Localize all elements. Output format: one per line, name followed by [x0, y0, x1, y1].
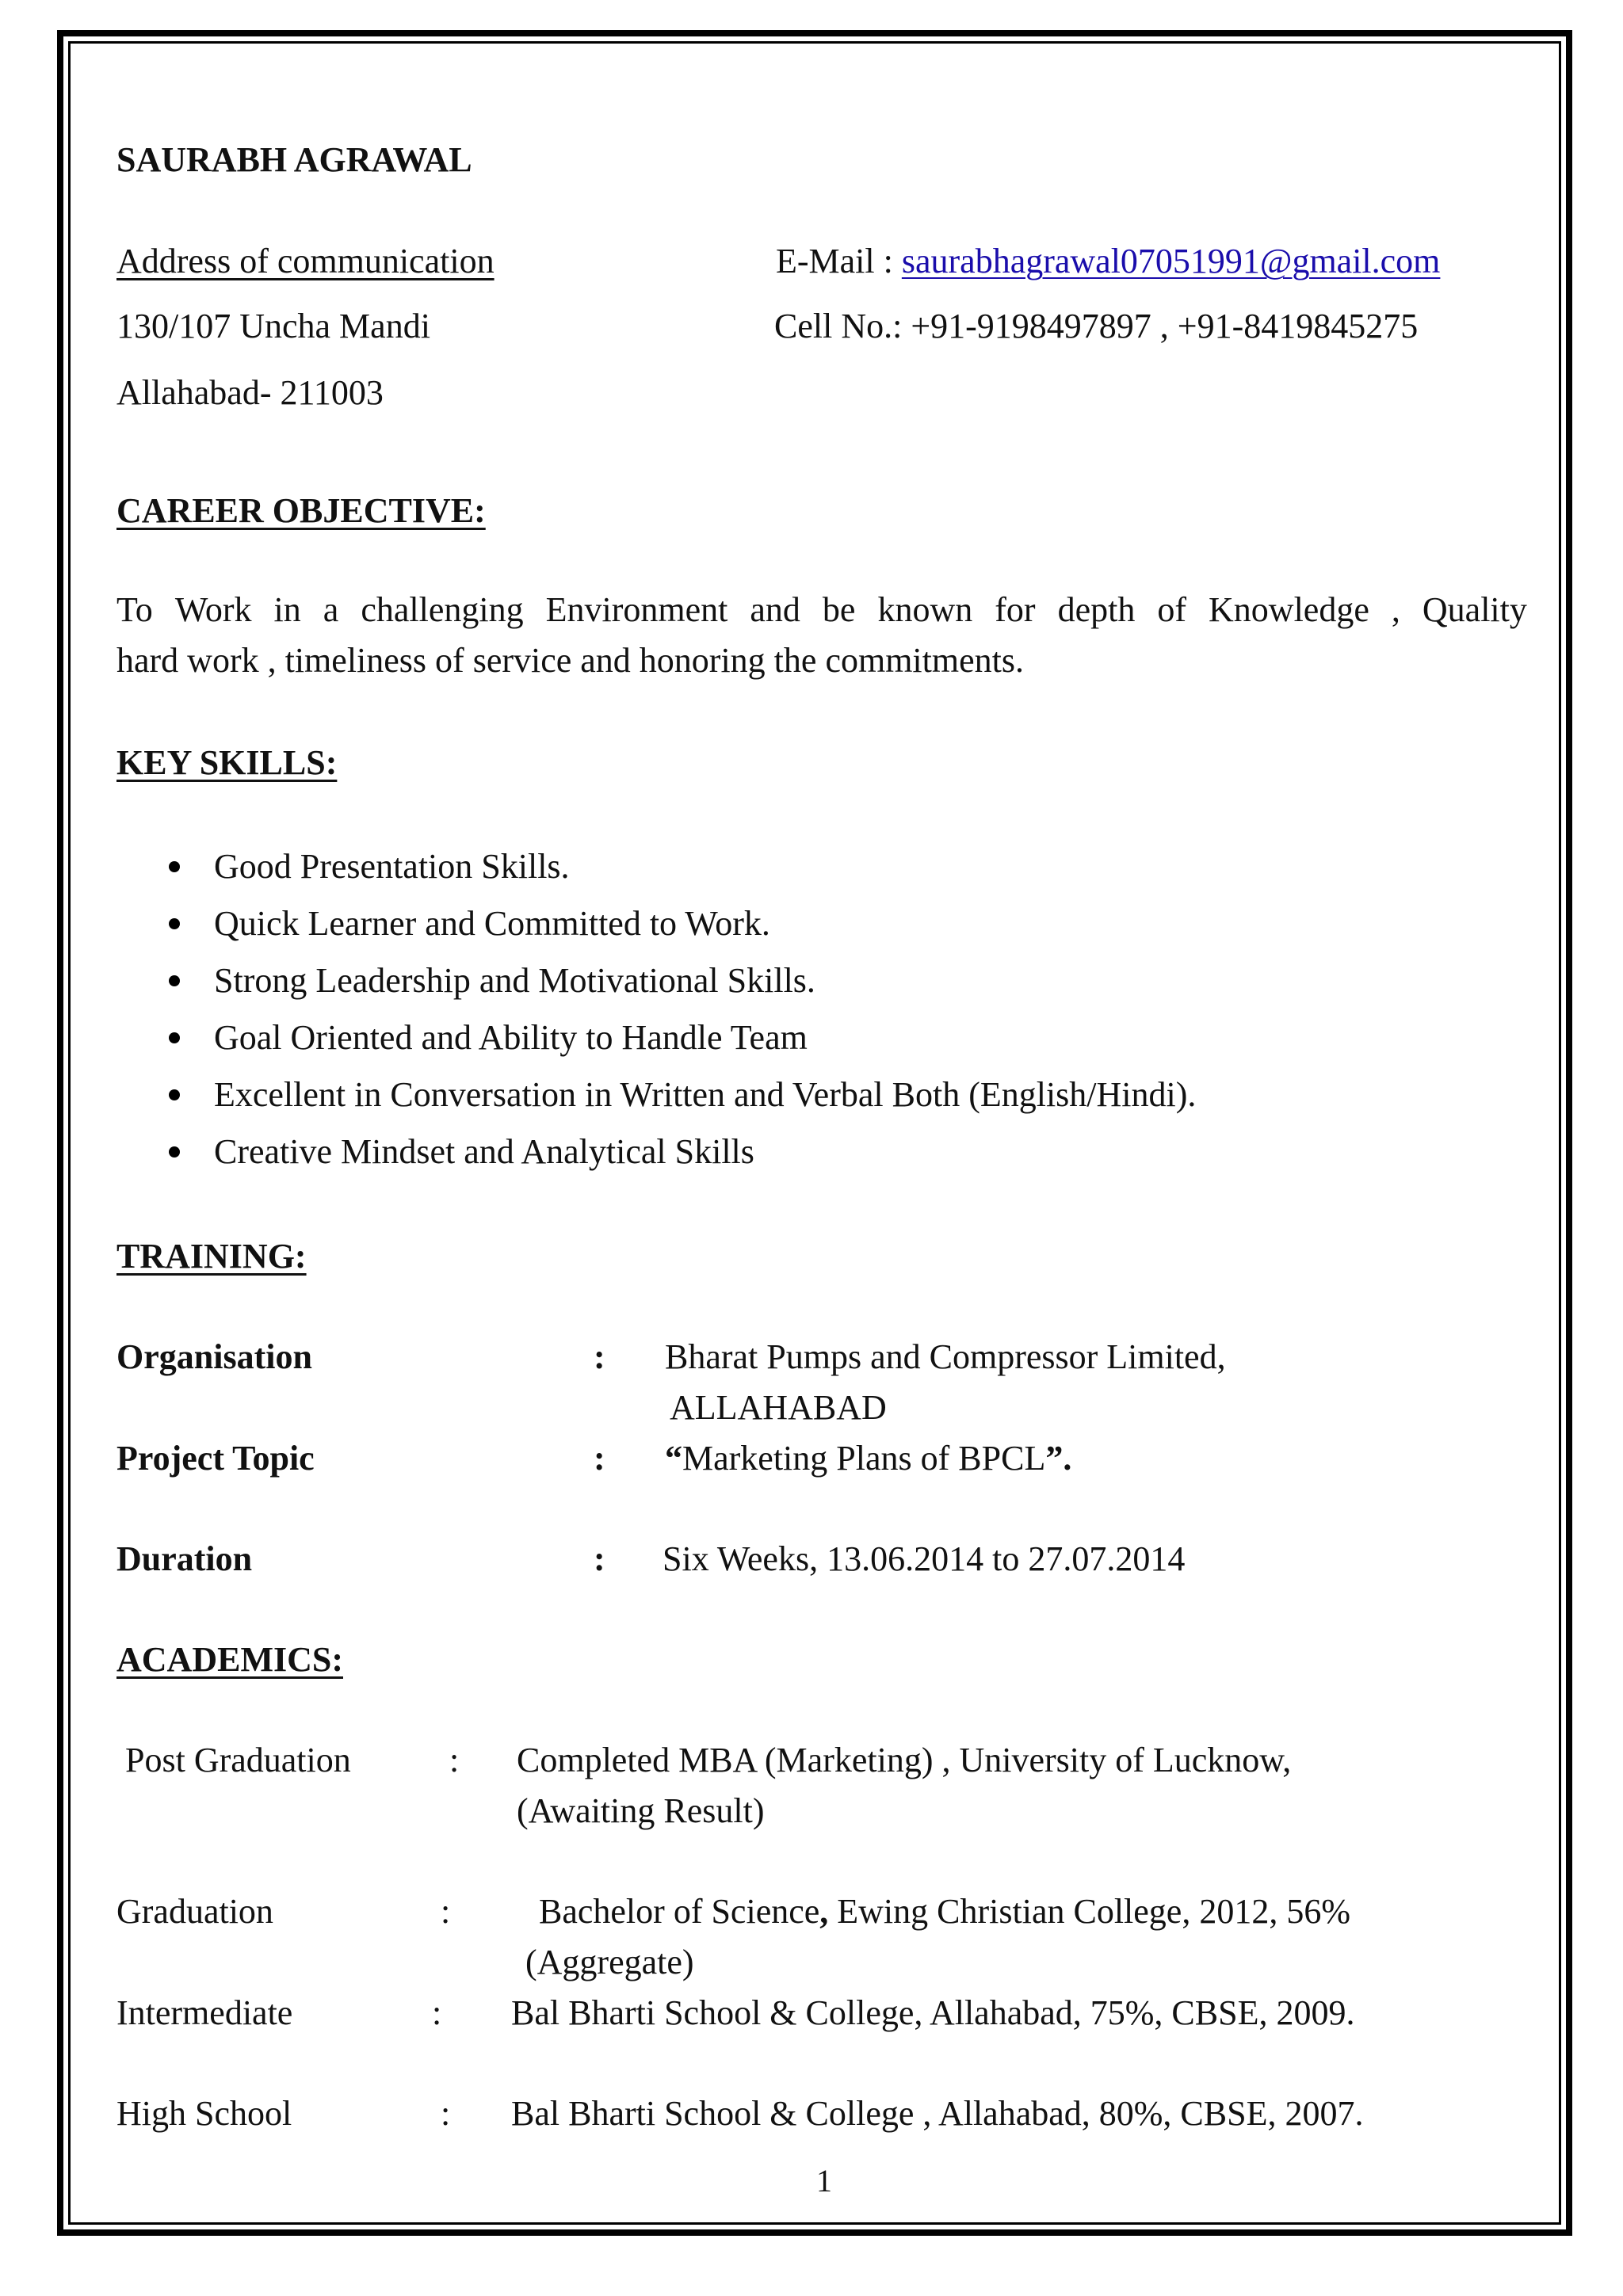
organisation-value: Bharat Pumps and Compressor Limited,	[665, 1337, 1226, 1376]
bullet-icon	[169, 1032, 180, 1043]
open-quote: “	[665, 1439, 682, 1478]
colon-separator: :	[441, 2094, 451, 2133]
graduation-comma: ,	[819, 1892, 829, 1931]
bullet-icon	[169, 918, 180, 929]
graduation-college: Ewing Christian College, 2012, 56%	[828, 1892, 1350, 1931]
duration-value: Six Weeks, 13.06.2014 to 27.07.2014	[663, 1539, 1186, 1578]
objective-word: a	[323, 590, 339, 629]
colon-separator: :	[594, 1337, 605, 1376]
graduation-aggregate: (Aggregate)	[525, 1943, 694, 1981]
page-number: 1	[816, 2163, 832, 2199]
high-school-label: High School	[116, 2094, 292, 2133]
skill-item: Good Presentation Skills.	[214, 847, 570, 886]
colon-separator: :	[594, 1539, 605, 1578]
objective-word: in	[273, 590, 301, 629]
email-label: E-Mail :	[776, 242, 902, 280]
project-topic-value	[665, 1441, 1071, 1476]
address-label: Address of communication	[116, 242, 495, 280]
objective-word: ,	[1391, 590, 1400, 629]
training-heading: TRAINING:	[116, 1237, 307, 1276]
organisation-city: ALLAHABAD	[670, 1388, 887, 1427]
objective-word: To	[116, 590, 153, 629]
colon-separator: :	[449, 1741, 460, 1779]
objective-word: of	[1157, 590, 1186, 629]
project-topic-text: Marketing Plans of BPCL	[682, 1439, 1046, 1478]
skill-item: Quick Learner and Committed to Work.	[214, 904, 770, 943]
bullet-icon	[169, 861, 180, 872]
objective-word: and	[750, 590, 800, 629]
close-quote: ”.	[1045, 1439, 1072, 1478]
cell-numbers: Cell No.: +91-9198497897 , +91-8419845275	[774, 307, 1419, 345]
post-graduation-status: (Awaiting Result)	[517, 1791, 765, 1830]
organisation-label: Organisation	[116, 1337, 312, 1376]
objective-word: Environment	[545, 590, 728, 629]
post-graduation-value: Completed MBA (Marketing) , University of Lucknow,	[517, 1741, 1292, 1779]
email-line	[776, 244, 1440, 279]
colon-separator: :	[441, 1892, 451, 1931]
graduation-degree: Bachelor of Science	[539, 1892, 820, 1931]
intermediate-value: Bal Bharti School & College, Allahabad, 75%, CBSE, 2009.	[511, 1993, 1355, 2032]
objective-word: Quality	[1422, 590, 1527, 629]
objective-word: known	[877, 590, 973, 629]
bullet-icon	[169, 1089, 180, 1100]
objective-word: be	[822, 590, 856, 629]
career-objective-line-1	[116, 590, 1527, 629]
graduation-value	[539, 1894, 1350, 1929]
objective-word: Work	[174, 590, 252, 629]
bullet-icon	[169, 975, 180, 986]
bullet-icon	[169, 1146, 180, 1158]
candidate-name: SAURABH AGRAWAL	[116, 140, 472, 179]
colon-separator: :	[594, 1439, 605, 1478]
project-topic-label: Project Topic	[116, 1439, 315, 1478]
email-link[interactable]: saurabhagrawal07051991@gmail.com	[901, 242, 1441, 280]
skill-item: Creative Mindset and Analytical Skills	[214, 1132, 754, 1171]
objective-word: Knowledge	[1209, 590, 1369, 629]
objective-word: for	[995, 590, 1036, 629]
colon-separator: :	[432, 1993, 442, 2032]
graduation-label: Graduation	[116, 1892, 273, 1931]
academics-heading: ACADEMICS:	[116, 1640, 343, 1679]
career-objective-line-2: hard work , timeliness of service and honoring the commitments.	[116, 641, 1024, 680]
intermediate-label: Intermediate	[116, 1993, 293, 2032]
skill-item: Excellent in Conversation in Written and Verbal Both (English/Hindi).	[214, 1075, 1197, 1114]
post-graduation-label: Post Graduation	[125, 1741, 351, 1779]
skill-item: Goal Oriented and Ability to Handle Team	[214, 1018, 808, 1057]
key-skills-heading: KEY SKILLS:	[116, 743, 338, 782]
address-line-2: Allahabad- 211003	[116, 373, 384, 412]
objective-word: depth	[1057, 590, 1136, 629]
objective-word: challenging	[361, 590, 524, 629]
high-school-value: Bal Bharti School & College , Allahabad, 80%, CBSE, 2007.	[511, 2094, 1364, 2133]
skill-item: Strong Leadership and Motivational Skills.	[214, 961, 815, 1000]
duration-label: Duration	[116, 1539, 253, 1578]
address-line-1: 130/107 Uncha Mandi	[116, 307, 430, 345]
career-objective-heading: CAREER OBJECTIVE:	[116, 491, 486, 530]
